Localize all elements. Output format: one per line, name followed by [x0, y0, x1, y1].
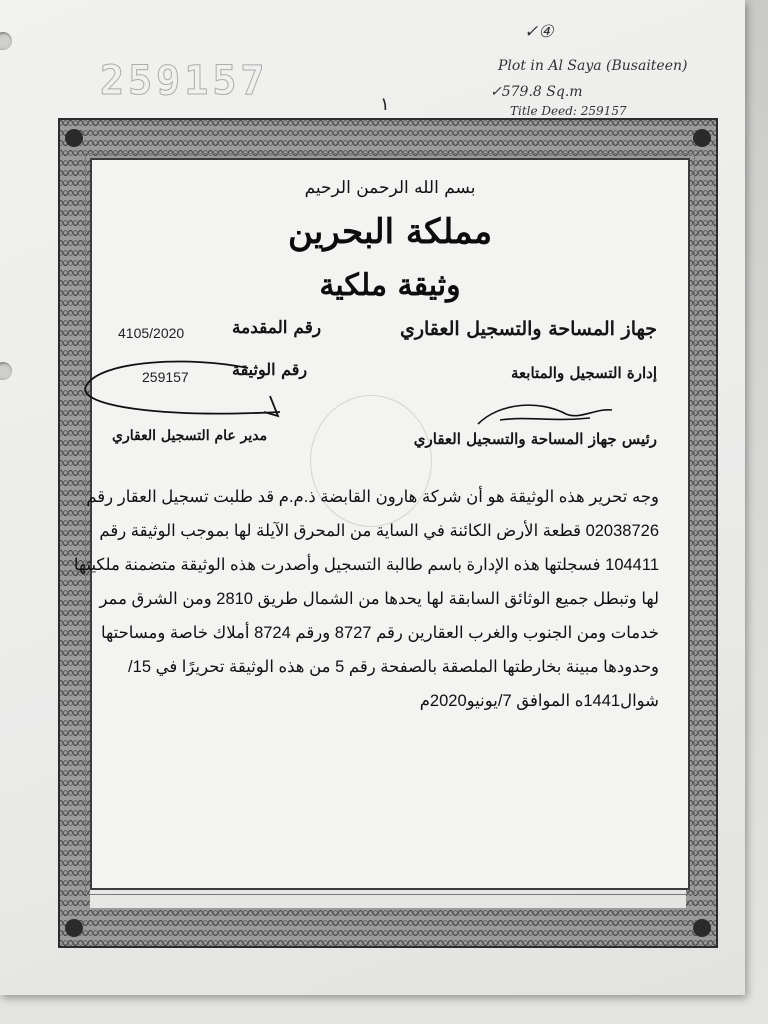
deed-text-line: 02038726 قطعة الأرض الكائنة في الساية من المحرق الآيلة لها بموجب الوثيقة رقم: [99, 522, 659, 540]
binder-hole: [0, 362, 12, 380]
president-title: رئيس جهاز المساحة والتسجيل العقاري: [413, 430, 657, 448]
deed-text-line: لها وتبطل جميع الوثائق السابقة لها يحدها من الشمال طريق 2810 ومن الشرق ممر: [99, 590, 659, 608]
authority-name: جهاز المساحة والتسجيل العقاري: [399, 318, 657, 340]
department-name: إدارة التسجيل والمتابعة: [511, 364, 657, 382]
application-number-value: 4105/2020: [118, 325, 185, 341]
basmala-heading: بسم الله الرحمن الرحيم: [304, 178, 476, 198]
deed-number-value: 259157: [142, 369, 189, 385]
application-number-label: رقم المقدمة: [232, 318, 322, 338]
handwritten-deed-note: Title Deed: 259157: [510, 104, 627, 118]
page-number: ١: [380, 94, 390, 115]
deed-text-line: شوال1441ه الموافق 7/يونيو2020م: [419, 692, 659, 710]
director-title: مدير عام التسجيل العقاري: [112, 428, 268, 444]
kingdom-heading: مملكة البحرين: [287, 212, 493, 252]
handwritten-check: ✓④: [524, 22, 554, 42]
document-title: وثيقة ملكية: [319, 268, 461, 303]
deed-text-line: 104411 فسجلتها هذه الإدارة باسم طالبة التسجيل وأصدرت هذه الوثيقة متضمنة ملكيتها: [73, 556, 659, 574]
handwritten-area-note: ✓579.8 Sq.m: [490, 84, 583, 100]
binder-hole: [0, 32, 12, 50]
president-signature: [470, 396, 620, 432]
deed-number-label: رقم الوثيقة: [232, 360, 308, 379]
handwritten-plot-note: Plot in Al Saya (Busaiteen): [498, 58, 688, 74]
deed-text-line: وحدودها مبينة بخارطتها الملصقة بالصفحة رقم 5 من هذه الوثيقة تحريرًا في 15/: [128, 658, 659, 676]
watermark-seal: [310, 395, 432, 527]
stamped-serial-number: 259157: [100, 58, 269, 104]
deed-text-line: خدمات ومن الجنوب والغرب العقارين رقم 8727 ورقم 8724 أملاك خاصة ومساحتها: [100, 624, 659, 642]
director-signature: [80, 356, 310, 426]
deed-text-line: وجه تحرير هذه الوثيقة هو أن شركة هارون القابضة ذ.م.م قد طلبت تسجيل العقار رقم: [86, 488, 659, 506]
